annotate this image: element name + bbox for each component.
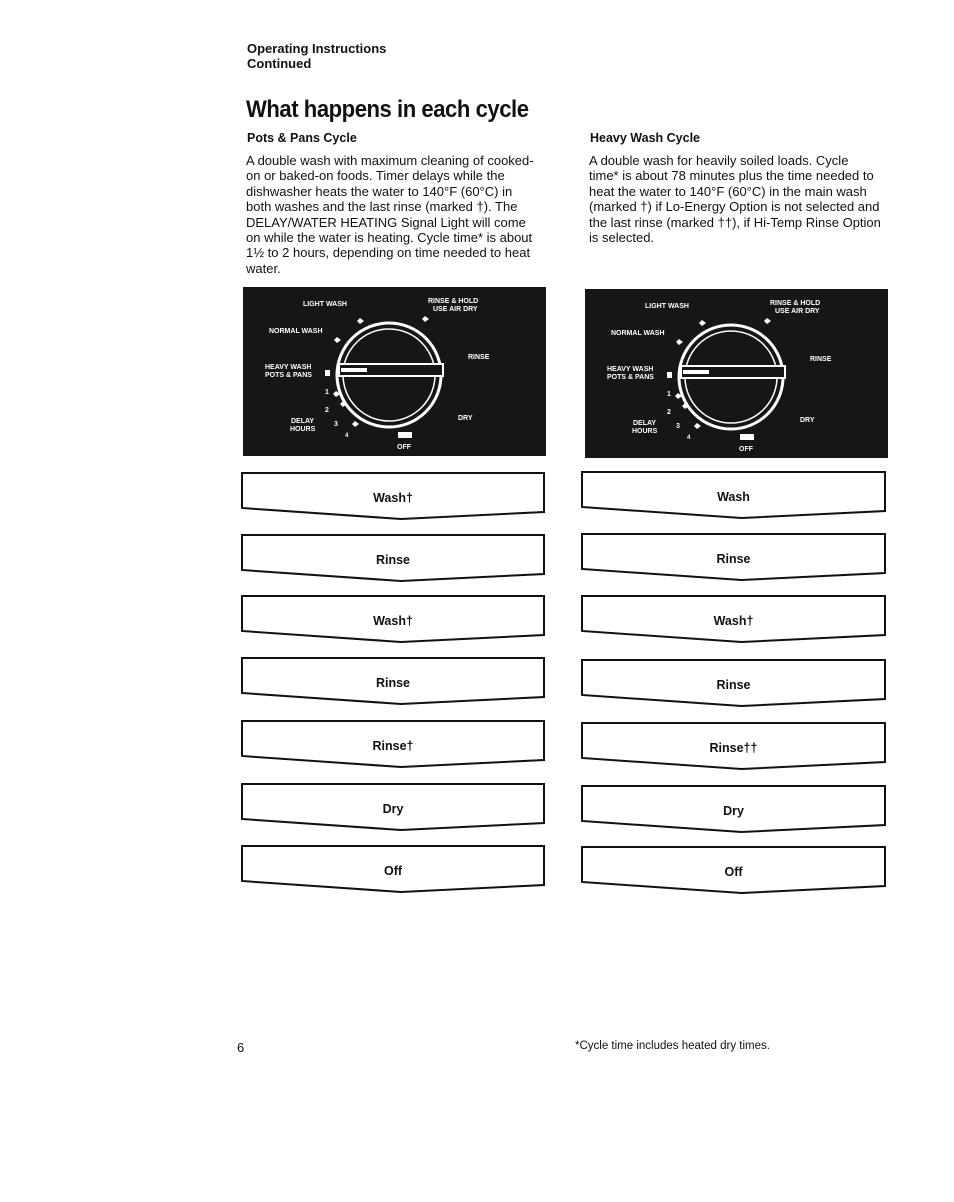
page-number: 6 <box>237 1040 245 1055</box>
marker-heavy-wash <box>667 372 672 378</box>
label-1: 1 <box>667 391 671 398</box>
marker-rinse-hold <box>764 318 771 324</box>
step-label: Dry <box>382 802 404 816</box>
label-use-air-dry: USE AIR DRY <box>433 306 478 313</box>
cycle-step-box <box>581 659 886 707</box>
marker-light-wash <box>357 318 364 324</box>
heavy-wash-description <box>589 153 899 245</box>
label-rinse: RINSE <box>468 354 490 361</box>
text-line: A double wash for heavily soiled loads. Cycle <box>589 153 849 168</box>
step-label: Off <box>724 865 743 879</box>
label-2: 2 <box>325 407 329 414</box>
step-label: Rinse <box>375 676 411 690</box>
label-4: 4 <box>687 435 691 441</box>
label-pots-pans: POTS & PANS <box>265 372 312 379</box>
marker-rinse-hold <box>422 316 429 322</box>
label-off: OFF <box>739 446 753 453</box>
text-line: heat the water to 140°F (60°C) in the main wash <box>589 183 867 199</box>
marker-off <box>398 432 412 438</box>
cycle-step-box <box>581 471 886 519</box>
pots-pans-heading: Pots & Pans Cycle <box>247 131 357 145</box>
heavy-wash-dial-panel <box>585 289 888 458</box>
label-normal-wash: NORMAL WASH <box>611 330 665 337</box>
text-line: 1½ to 2 hours, depending on time needed to heat <box>246 245 531 261</box>
label-heavy-wash: HEAVY WASH <box>265 364 312 371</box>
label-rinse-hold: RINSE & HOLD <box>770 300 821 307</box>
label-heavy-wash: HEAVY WASH <box>607 366 654 373</box>
label-hours: HOURS <box>290 426 316 433</box>
label-delay: DELAY <box>291 418 315 425</box>
label-light-wash: LIGHT WASH <box>645 303 689 310</box>
label-delay: DELAY <box>633 420 657 427</box>
label-1: 1 <box>325 389 329 396</box>
text-line: on while the water is heating. Cycle time* is about <box>246 230 533 246</box>
step-label: Rinse <box>716 552 751 566</box>
label-use-air-dry: USE AIR DRY <box>775 308 820 315</box>
step-label: Wash <box>717 490 750 504</box>
cycle-step-box <box>581 722 886 770</box>
cycle-step-box <box>581 846 886 894</box>
text-line: dishwasher heats the water to 140°F (60°C) in <box>246 183 513 199</box>
section-header <box>247 41 386 71</box>
label-4: 4 <box>345 433 349 439</box>
step-label: Rinse†† <box>709 741 758 755</box>
cycle-step-box <box>241 534 545 582</box>
header-line-1: Operating Instructions <box>247 41 387 56</box>
step-label: Wash† <box>373 491 413 505</box>
label-dry: DRY <box>800 417 815 424</box>
label-3: 3 <box>676 423 680 430</box>
text-line: A double wash with maximum cleaning of cooked- <box>246 153 534 168</box>
label-light-wash: LIGHT WASH <box>303 301 347 308</box>
cycle-step-box <box>581 785 886 833</box>
marker-3 <box>694 423 701 429</box>
text-line: (marked †) if Lo-Energy Option is not selected and <box>589 199 880 215</box>
dial-pointer-mark <box>341 368 367 372</box>
step-label: Off <box>383 864 403 878</box>
marker-normal-wash <box>334 337 341 343</box>
cycle-step-box <box>581 595 886 643</box>
label-off: OFF <box>397 444 411 451</box>
label-rinse: RINSE <box>810 356 832 363</box>
cycle-step-box <box>241 845 545 893</box>
label-2: 2 <box>667 409 671 416</box>
label-3: 3 <box>334 421 338 428</box>
marker-light-wash <box>699 320 706 326</box>
text-line: is selected. <box>589 230 655 246</box>
cycle-step-box <box>581 533 886 581</box>
dial-pointer-mark <box>683 370 709 374</box>
header-line-2: Continued <box>247 56 312 71</box>
step-label: Rinse <box>375 553 411 567</box>
label-hours: HOURS <box>632 428 658 435</box>
pots-pans-description <box>246 153 556 276</box>
text-line: both washes and the last rinse (marked †). The <box>246 199 518 215</box>
step-label: Wash† <box>373 614 413 628</box>
text-line: on or baked-on foods. Timer delays while the <box>246 168 505 184</box>
marker-normal-wash <box>676 339 683 345</box>
text-line: DELAY/WATER HEATING Signal Light will come <box>246 214 526 230</box>
cycle-step-box <box>241 657 545 705</box>
marker-off <box>740 434 754 440</box>
step-label: Rinse <box>716 678 751 692</box>
step-label: Wash† <box>713 614 754 628</box>
cycle-step-box <box>241 595 545 643</box>
cycle-step-box <box>241 472 545 520</box>
text-line: the last rinse (marked ††), if Hi-Temp Rinse Option <box>589 214 881 230</box>
cycle-step-box <box>241 783 545 831</box>
pots-pans-dial-panel <box>243 287 546 456</box>
text-line: water. <box>246 260 281 276</box>
label-rinse-hold: RINSE & HOLD <box>428 298 479 305</box>
label-dry: DRY <box>458 415 473 422</box>
step-label: Rinse† <box>372 739 414 753</box>
cycle-step-box <box>241 720 545 768</box>
step-label: Dry <box>723 804 744 818</box>
heavy-wash-heading: Heavy Wash Cycle <box>590 131 701 145</box>
page-title: What happens in each cycle <box>246 96 529 123</box>
label-pots-pans: POTS & PANS <box>607 374 654 381</box>
footnote: *Cycle time includes heated dry times. <box>575 1040 770 1052</box>
marker-3 <box>352 421 359 427</box>
label-normal-wash: NORMAL WASH <box>269 328 323 335</box>
text-line: time* is about 78 minutes plus the time needed to <box>589 168 874 184</box>
marker-heavy-wash <box>325 370 330 376</box>
